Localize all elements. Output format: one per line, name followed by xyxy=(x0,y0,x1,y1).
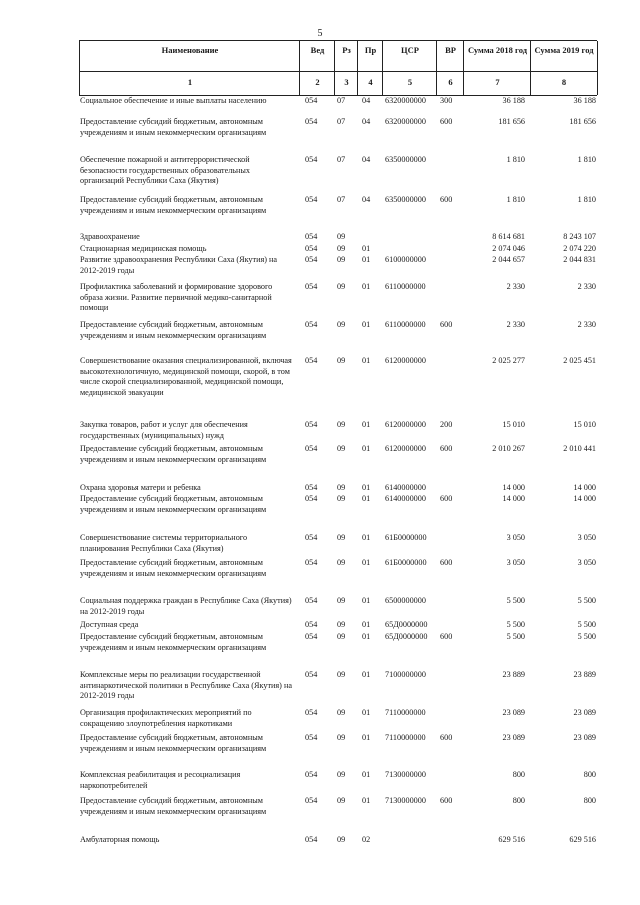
cell-csr: 6120000000 xyxy=(385,444,426,453)
cell-name: Амбулаторная помощь xyxy=(80,835,160,844)
cell-s18: 23 889 xyxy=(502,670,525,679)
cell-s19: 2 010 441 xyxy=(563,444,596,453)
cell-s18: 2 044 657 xyxy=(492,255,525,264)
cell-s19: 1 810 xyxy=(577,195,596,204)
cell-csr: 7100000000 xyxy=(385,670,426,679)
cell-name: Предоставление субсидий бюджетным, автономным учреждениям и иным некоммерческим организациям xyxy=(80,117,267,137)
header-col-csr xyxy=(382,41,437,95)
cell-ved: 054 xyxy=(305,282,318,291)
cell-pr: 04 xyxy=(362,96,371,105)
cell-s19: 2 074 220 xyxy=(563,244,596,253)
cell-csr: 6110000000 xyxy=(385,282,426,291)
cell-s19: 800 xyxy=(583,796,596,805)
cell-pr: 04 xyxy=(362,117,371,126)
header-col-ved xyxy=(299,41,335,95)
cell-csr: 7110000000 xyxy=(385,708,426,717)
cell-csr: 6140000000 xyxy=(385,483,426,492)
header-number: 8 xyxy=(561,77,567,87)
cell-pr: 01 xyxy=(362,770,371,779)
cell-pr: 01 xyxy=(362,733,371,742)
header-title: Вед xyxy=(310,45,325,55)
cell-pr: 01 xyxy=(362,444,371,453)
cell-s19: 36 188 xyxy=(573,96,596,105)
cell-csr: 7130000000 xyxy=(385,770,426,779)
cell-ved: 054 xyxy=(305,533,318,542)
cell-s18: 800 xyxy=(512,770,525,779)
cell-rz: 09 xyxy=(337,244,346,253)
cell-csr: 61Б0000000 xyxy=(385,558,427,567)
header-title: ВР xyxy=(445,45,456,55)
cell-s18: 1 810 xyxy=(506,155,525,164)
cell-s18: 5 500 xyxy=(506,632,525,641)
header-title: Наименование xyxy=(161,45,219,55)
header-number: 2 xyxy=(315,77,320,87)
cell-csr: 7110000000 xyxy=(385,733,426,742)
cell-s19: 5 500 xyxy=(577,620,596,629)
cell-name: Стационарная медицинская помощь xyxy=(80,244,207,253)
header-title: Пр xyxy=(364,45,377,55)
cell-ved: 054 xyxy=(305,320,318,329)
cell-name: Социальное обеспечение и иные выплаты населению xyxy=(80,96,267,105)
cell-rz: 07 xyxy=(337,155,346,164)
cell-csr: 6500000000 xyxy=(385,596,426,605)
cell-rz: 09 xyxy=(337,708,346,717)
cell-s19: 5 500 xyxy=(577,596,596,605)
cell-rz: 07 xyxy=(337,195,346,204)
cell-ved: 054 xyxy=(305,558,318,567)
cell-ved: 054 xyxy=(305,632,318,641)
cell-ved: 054 xyxy=(305,155,318,164)
cell-ved: 054 xyxy=(305,244,318,253)
cell-rz: 09 xyxy=(337,483,346,492)
cell-name: Организация профилактических мероприятий по сокращению злоупотребления наркотиками xyxy=(80,708,252,728)
cell-name: Обеспечение пожарной и антитеррористической безопасности государственных образовательных организаций Республики Саха (Якутия) xyxy=(80,155,251,185)
cell-s18: 8 614 681 xyxy=(492,232,525,241)
cell-csr: 6320000000 xyxy=(385,96,426,105)
header-title: Сумма 2019 год xyxy=(534,45,594,55)
cell-csr: 61Б0000000 xyxy=(385,533,427,542)
cell-s18: 23 089 xyxy=(502,708,525,717)
cell-ved: 054 xyxy=(305,620,318,629)
cell-vr: 600 xyxy=(440,796,453,805)
cell-rz: 09 xyxy=(337,533,346,542)
cell-s19: 2 025 451 xyxy=(563,356,596,365)
cell-s19: 23 089 xyxy=(573,708,596,717)
cell-ved: 054 xyxy=(305,356,318,365)
cell-ved: 054 xyxy=(305,117,318,126)
cell-rz: 09 xyxy=(337,420,346,429)
cell-name: Предоставление субсидий бюджетным, автономным учреждениям и иным некоммерческим организациям xyxy=(80,632,267,652)
header-number: 3 xyxy=(344,77,349,87)
cell-pr: 01 xyxy=(362,632,371,641)
cell-rz: 09 xyxy=(337,232,346,241)
cell-name: Комплексная реабилитация и ресоциализация наркопотребителей xyxy=(80,770,241,790)
cell-s18: 629 516 xyxy=(498,835,525,844)
cell-csr: 6350000000 xyxy=(385,155,426,164)
cell-s18: 2 330 xyxy=(506,320,525,329)
cell-csr: 6110000000 xyxy=(385,320,426,329)
cell-name: Предоставление субсидий бюджетным, автономным учреждениям и иным некоммерческим организациям xyxy=(80,494,267,514)
cell-s19: 2 044 831 xyxy=(563,255,596,264)
cell-ved: 054 xyxy=(305,420,318,429)
cell-s19: 3 050 xyxy=(577,558,596,567)
cell-ved: 054 xyxy=(305,770,318,779)
header-number: 5 xyxy=(407,77,413,87)
cell-rz: 09 xyxy=(337,356,346,365)
cell-s18: 15 010 xyxy=(502,420,525,429)
cell-vr: 600 xyxy=(440,195,453,204)
cell-pr: 02 xyxy=(362,835,371,844)
cell-rz: 09 xyxy=(337,670,346,679)
cell-name: Профилактика заболеваний и формирование здорового образа жизни. Развитие первичной медико-санитарной помощи xyxy=(80,282,273,312)
cell-ved: 054 xyxy=(305,483,318,492)
cell-name: Предоставление субсидий бюджетным, автономным учреждениям и иным некоммерческим организациям xyxy=(80,558,267,578)
header-col-sum-2018 xyxy=(463,41,531,95)
cell-rz: 09 xyxy=(337,444,346,453)
cell-s19: 14 000 xyxy=(573,494,596,503)
cell-name: Предоставление субсидий бюджетным, автономным учреждениям и иным некоммерческим организациям xyxy=(80,195,267,215)
table-header xyxy=(79,40,597,96)
header-col-name xyxy=(79,41,300,95)
cell-vr: 200 xyxy=(440,420,453,429)
cell-csr: 6120000000 xyxy=(385,420,426,429)
cell-rz: 09 xyxy=(337,494,346,503)
cell-ved: 054 xyxy=(305,796,318,805)
cell-s19: 2 330 xyxy=(577,320,596,329)
cell-name: Охрана здоровья матери и ребенка xyxy=(80,483,201,492)
cell-ved: 054 xyxy=(305,835,318,844)
cell-pr: 01 xyxy=(362,483,371,492)
cell-ved: 054 xyxy=(305,195,318,204)
cell-ved: 054 xyxy=(305,255,318,264)
cell-s19: 23 889 xyxy=(573,670,596,679)
cell-rz: 09 xyxy=(337,620,346,629)
cell-pr: 01 xyxy=(362,670,371,679)
cell-s19: 5 500 xyxy=(577,632,596,641)
cell-name: Предоставление субсидий бюджетным, автономным учреждениям и иным некоммерческим организациям xyxy=(80,444,267,464)
cell-rz: 09 xyxy=(337,596,346,605)
header-number: 7 xyxy=(495,77,500,87)
cell-vr: 600 xyxy=(440,444,453,453)
header-col-sum-2019 xyxy=(530,41,598,95)
cell-s19: 800 xyxy=(583,770,596,779)
cell-s19: 14 000 xyxy=(573,483,596,492)
cell-s19: 15 010 xyxy=(573,420,596,429)
cell-name: Закупка товаров, работ и услуг для обеспечения государственных (муниципальных) нужд xyxy=(80,420,248,440)
cell-vr: 600 xyxy=(440,632,453,641)
cell-pr: 01 xyxy=(362,282,371,291)
cell-pr: 01 xyxy=(362,796,371,805)
cell-s19: 629 516 xyxy=(569,835,596,844)
cell-name: Предоставление субсидий бюджетным, автономным учреждениям и иным некоммерческим организациям xyxy=(80,733,267,753)
cell-csr: 6140000000 xyxy=(385,494,426,503)
cell-csr: 6120000000 xyxy=(385,356,426,365)
cell-ved: 054 xyxy=(305,708,318,717)
cell-ved: 054 xyxy=(305,596,318,605)
cell-s18: 2 074 046 xyxy=(492,244,525,253)
page-number: 5 xyxy=(317,28,323,39)
cell-csr: 6350000000 xyxy=(385,195,426,204)
cell-rz: 09 xyxy=(337,255,346,264)
header-title: Сумма 2018 год xyxy=(467,45,528,55)
cell-csr: 6320000000 xyxy=(385,117,426,126)
cell-s18: 14 000 xyxy=(502,483,525,492)
cell-s18: 3 050 xyxy=(506,533,525,542)
cell-vr: 600 xyxy=(440,494,453,503)
cell-s19: 23 089 xyxy=(573,733,596,742)
cell-csr: 6100000000 xyxy=(385,255,426,264)
cell-s18: 23 089 xyxy=(502,733,525,742)
cell-ved: 054 xyxy=(305,733,318,742)
header-col-rz xyxy=(334,41,358,95)
cell-name: Доступная среда xyxy=(80,620,139,629)
cell-ved: 054 xyxy=(305,670,318,679)
cell-name: Совершенствование системы территориального планирования Республики Саха (Якутия) xyxy=(80,533,248,553)
cell-s18: 800 xyxy=(512,796,525,805)
cell-name: Социальная поддержка граждан в Республике Саха (Якутия) на 2012-2019 годы xyxy=(80,596,292,616)
cell-pr: 01 xyxy=(362,244,371,253)
cell-pr: 01 xyxy=(362,708,371,717)
header-number: 4 xyxy=(368,77,373,87)
cell-pr: 01 xyxy=(362,620,371,629)
cell-s18: 5 500 xyxy=(506,596,525,605)
cell-s18: 14 000 xyxy=(502,494,525,503)
cell-rz: 09 xyxy=(337,282,346,291)
cell-pr: 01 xyxy=(362,596,371,605)
header-col-vr xyxy=(436,41,464,95)
cell-rz: 07 xyxy=(337,96,346,105)
cell-csr: 65Д0000000 xyxy=(385,632,428,641)
cell-vr: 600 xyxy=(440,117,453,126)
cell-s19: 2 330 xyxy=(577,282,596,291)
cell-vr: 600 xyxy=(440,558,453,567)
cell-ved: 054 xyxy=(305,96,318,105)
cell-name: Предоставление субсидий бюджетным, автономным учреждениям и иным некоммерческим организациям xyxy=(80,796,267,816)
cell-rz: 09 xyxy=(337,770,346,779)
cell-rz: 09 xyxy=(337,320,346,329)
cell-pr: 01 xyxy=(362,558,371,567)
cell-s18: 181 656 xyxy=(498,117,525,126)
cell-rz: 09 xyxy=(337,733,346,742)
cell-s18: 2 025 277 xyxy=(492,356,525,365)
cell-ved: 054 xyxy=(305,232,318,241)
cell-s18: 3 050 xyxy=(506,558,525,567)
cell-s19: 3 050 xyxy=(577,533,596,542)
cell-pr: 01 xyxy=(362,420,371,429)
cell-vr: 300 xyxy=(440,96,453,105)
header-col-pr xyxy=(357,41,383,95)
cell-pr: 01 xyxy=(362,356,371,365)
cell-s19: 181 656 xyxy=(569,117,596,126)
header-title: Рз xyxy=(342,45,351,55)
cell-pr: 04 xyxy=(362,155,371,164)
cell-name: Развитие здравоохранения Республики Саха (Якутия) на 2012-2019 годы xyxy=(80,255,278,275)
cell-rz: 09 xyxy=(337,632,346,641)
cell-csr: 65Д0000000 xyxy=(385,620,428,629)
cell-s18: 2 330 xyxy=(506,282,525,291)
cell-rz: 09 xyxy=(337,796,346,805)
cell-s18: 2 010 267 xyxy=(492,444,525,453)
header-number: 6 xyxy=(448,77,453,87)
cell-pr: 01 xyxy=(362,494,371,503)
cell-csr: 7130000000 xyxy=(385,796,426,805)
cell-name: Предоставление субсидий бюджетным, автономным учреждениям и иным некоммерческим организациям xyxy=(80,320,267,340)
cell-vr: 600 xyxy=(440,320,453,329)
cell-name: Здравоохранение xyxy=(80,232,140,241)
cell-s19: 8 243 107 xyxy=(563,232,596,241)
cell-pr: 04 xyxy=(362,195,371,204)
cell-rz: 07 xyxy=(337,117,346,126)
cell-s18: 1 810 xyxy=(506,195,525,204)
cell-ved: 054 xyxy=(305,444,318,453)
cell-rz: 09 xyxy=(337,835,346,844)
cell-s19: 1 810 xyxy=(577,155,596,164)
cell-pr: 01 xyxy=(362,255,371,264)
cell-name: Комплексные меры по реализации государственной антинаркотической политики в Республике Саха (Якутия) на 2012-2019 годы xyxy=(80,670,292,700)
cell-pr: 01 xyxy=(362,320,371,329)
header-title: ЦСР xyxy=(401,45,419,55)
cell-s18: 36 188 xyxy=(502,96,525,105)
cell-pr: 01 xyxy=(362,533,371,542)
cell-s18: 5 500 xyxy=(506,620,525,629)
cell-vr: 600 xyxy=(440,733,453,742)
cell-rz: 09 xyxy=(337,558,346,567)
cell-name: Совершенствование оказания специализированной, включая высокотехнологичную, медицинской помощи, скорой, в том числе скорой специализированной, медицинской помощи, медицинской эвакуации xyxy=(80,356,292,397)
cell-ved: 054 xyxy=(305,494,318,503)
header-number: 1 xyxy=(187,77,193,87)
